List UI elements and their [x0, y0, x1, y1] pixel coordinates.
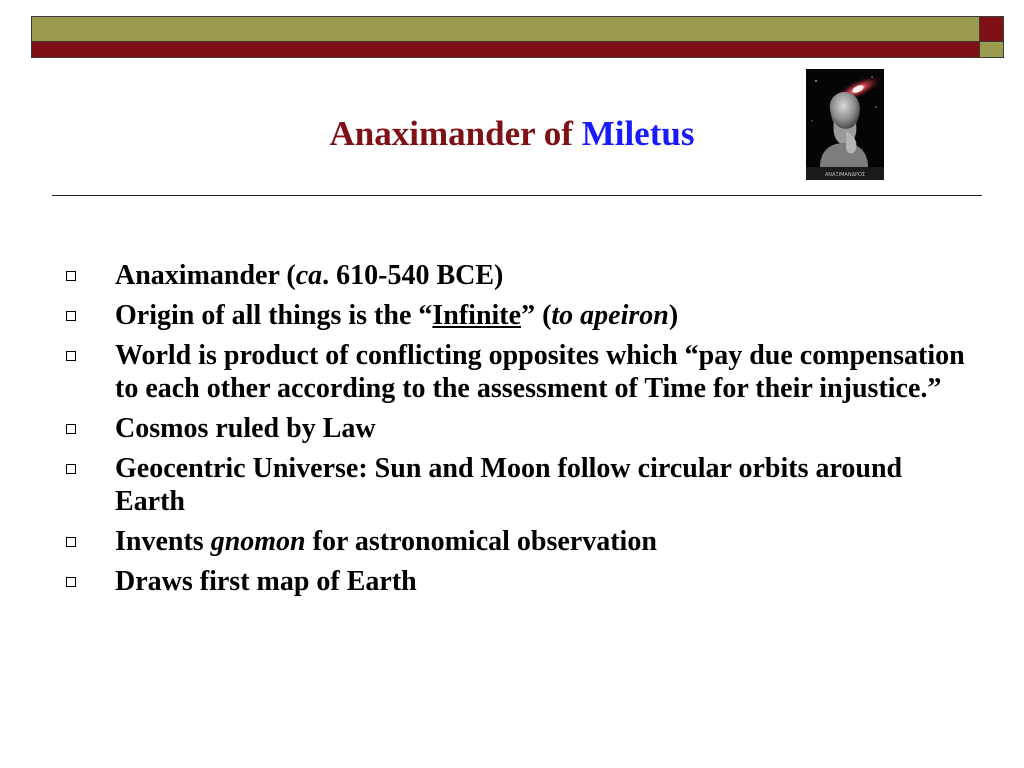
- hollow-square-bullet-icon: [66, 351, 76, 361]
- portrait-image: [806, 69, 884, 180]
- bullet-text-part: for astronomical observation: [305, 526, 657, 557]
- bullet-text-part: Draws first map of Earth: [115, 566, 417, 597]
- bullet-item: [66, 452, 976, 518]
- bullet-text-part: . 610-540 BCE): [322, 260, 504, 291]
- bullet-text-part: gnomon: [210, 526, 306, 557]
- bullet-text: [115, 413, 376, 444]
- bullet-text: [115, 340, 965, 404]
- header-corner-square-top: [979, 17, 1003, 42]
- title-divider: [52, 195, 982, 196]
- header-corner-square-bottom: [979, 42, 1003, 57]
- bullet-text-part: Cosmos ruled by Law: [115, 413, 376, 444]
- bullet-text: [115, 526, 657, 557]
- bullet-item: [66, 565, 976, 598]
- bullet-text-part: ): [668, 300, 679, 331]
- bullet-text-part: Anaximander (: [115, 260, 296, 291]
- bullet-text: [115, 453, 902, 517]
- bullet-text-part: ca: [295, 260, 323, 291]
- hollow-square-bullet-icon: [66, 311, 76, 321]
- title-main: Anaximander of: [329, 114, 582, 153]
- anaximander-portrait: [806, 69, 884, 180]
- bullet-item: [66, 412, 976, 445]
- hollow-square-bullet-icon: [66, 577, 76, 587]
- bullet-text-part: ” (: [521, 300, 552, 331]
- header-olive-stripe: [32, 17, 979, 42]
- bullet-list: [66, 259, 976, 605]
- slide-title: [200, 112, 824, 156]
- hollow-square-bullet-icon: [66, 271, 76, 281]
- bullet-text-part: to apeiron: [551, 300, 669, 331]
- bullet-item: [66, 525, 976, 558]
- hollow-square-bullet-icon: [66, 464, 76, 474]
- bullet-text-part: Origin of all things is the “: [115, 300, 433, 331]
- bullet-text: [115, 260, 503, 291]
- bullet-item: [66, 259, 976, 292]
- portrait-caption: ΑΝΑΞΙΜΑΝΔΡΟΣ: [824, 172, 866, 178]
- bullet-text-part: Infinite: [432, 300, 522, 331]
- bullet-text: [115, 300, 678, 331]
- bullet-text-part: World is product of conflicting opposites which “pay due compensation to each other according to the assessment of Time for their injustice.”: [115, 340, 965, 404]
- bullet-text: [115, 566, 417, 597]
- bullet-text-part: Geocentric Universe: Sun and Moon follow circular orbits around Earth: [115, 453, 903, 517]
- header-decor-band: [31, 16, 1004, 58]
- bullet-item: [66, 299, 976, 332]
- title-accent: Miletus: [581, 114, 695, 153]
- header-maroon-stripe: [32, 42, 979, 57]
- bullet-item: [66, 339, 976, 405]
- hollow-square-bullet-icon: [66, 424, 76, 434]
- bullet-text-part: Invents: [115, 526, 211, 557]
- hollow-square-bullet-icon: [66, 537, 76, 547]
